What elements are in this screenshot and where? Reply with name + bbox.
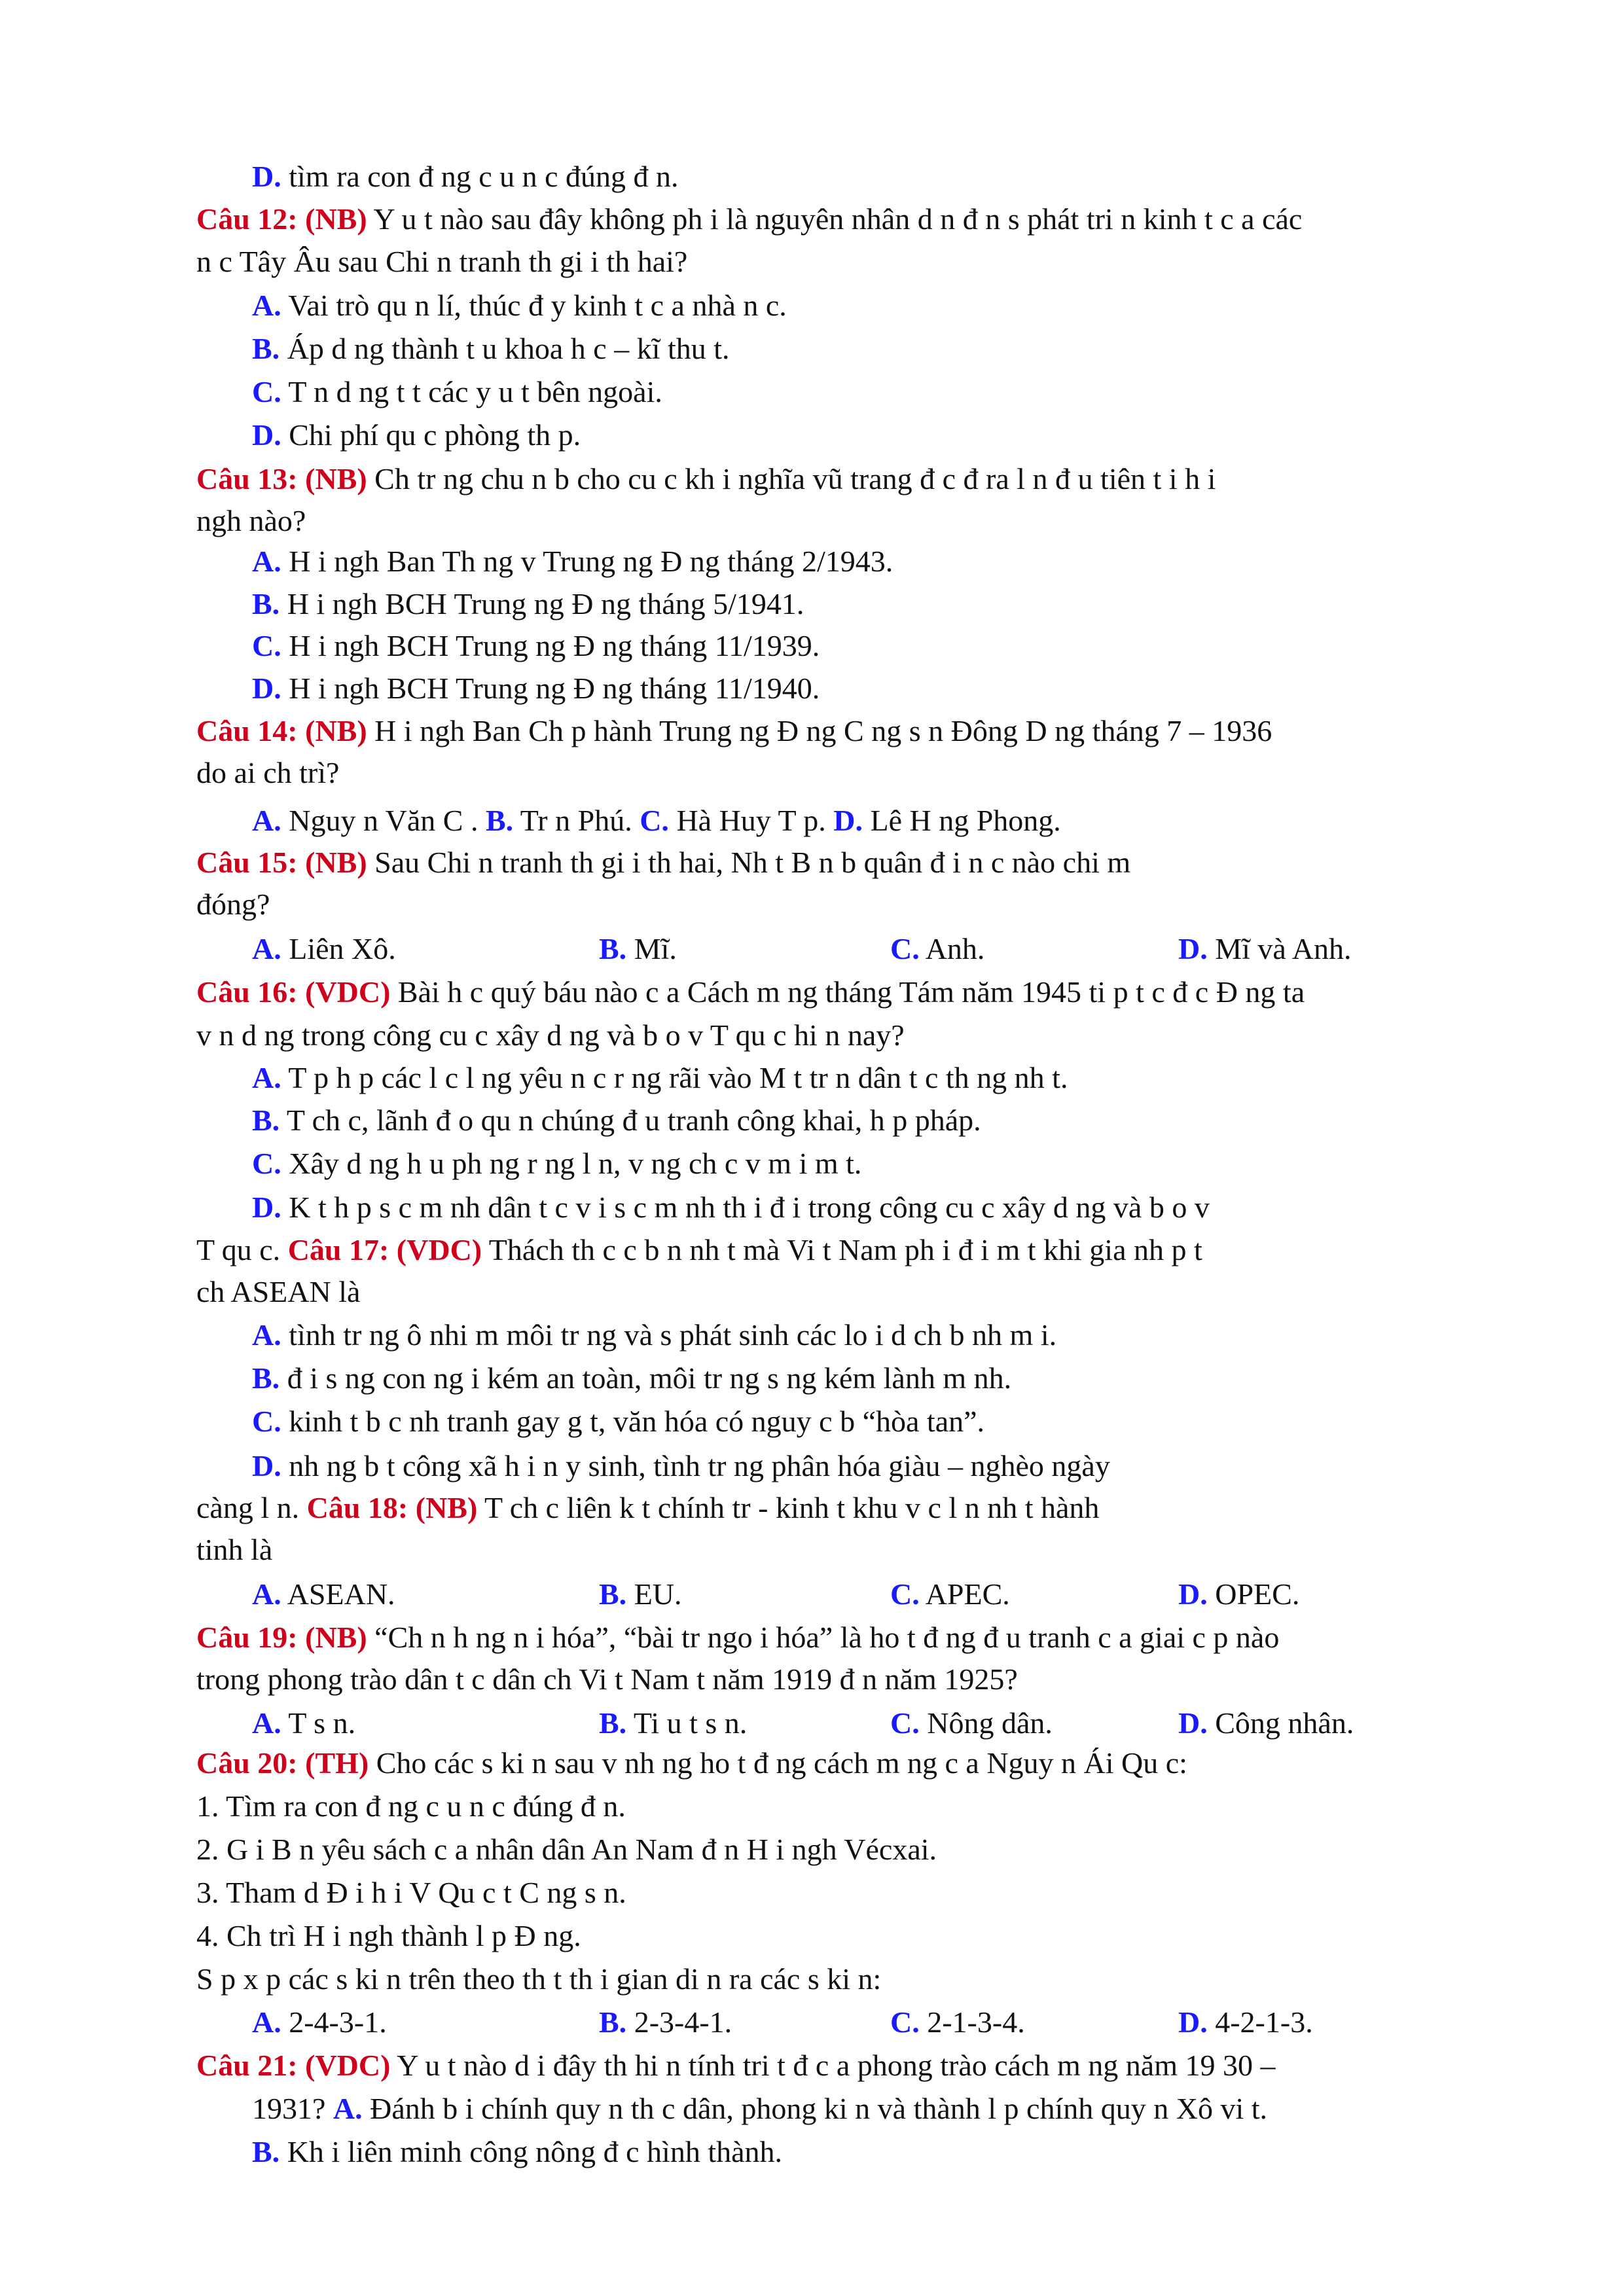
option-text: Mĩ. — [626, 932, 677, 965]
question-continuation — [196, 1016, 1492, 1055]
question-text: T ch c liên k t chính tr - kinh t khu v c l n nh t hành — [477, 1491, 1100, 1524]
option-line — [252, 286, 1548, 325]
option-letter: C. — [640, 804, 669, 837]
option-letter: B. — [252, 332, 280, 365]
option-text: 2-1-3-4. — [919, 2005, 1025, 2039]
option-a — [252, 2003, 599, 2042]
option-letter: D. — [252, 672, 281, 705]
option-text: T p h p các l c l ng yêu n c r ng rãi vào M t tr n dân t c th ng nh t. — [281, 1061, 1068, 1094]
option-letter: A. — [252, 2005, 281, 2039]
question-continuation — [196, 1272, 1492, 1312]
option-letter: D. — [833, 804, 863, 837]
question-text: Ch tr ng chu n b cho cu c kh i nghĩa vũ trang đ c đ ra l n đ u tiên t i h i — [367, 462, 1216, 495]
question-text: ch ASEAN là — [196, 1275, 361, 1308]
question-text: v n d ng trong công cu c xây d ng và b o v T qu c hi n nay? — [196, 1018, 905, 1052]
question-label: Câu 14: (NB) — [196, 714, 367, 747]
question-text: Y u t nào sau đây không ph i là nguyên nhân d n đ n s phát tri n kinh t c a các — [367, 202, 1303, 236]
option-text: Đánh b i chính quy n th c dân, phong ki n và thành l p chính quy n Xô vi t. — [362, 2092, 1268, 2125]
option-letter: A. — [252, 545, 281, 578]
option-letter: C. — [890, 1577, 920, 1611]
option-d — [1178, 929, 1352, 969]
option-b — [599, 1704, 890, 1743]
option-text: Anh. — [919, 932, 985, 965]
option-letter: B. — [599, 932, 627, 965]
option-text: kinh t b c nh tranh gay g t, văn hóa có nguy c b “hòa tan”. — [281, 1405, 985, 1438]
question-label: Câu 15: (NB) — [196, 846, 367, 879]
list-item-text: 2. G i B n yêu sách c a nhân dân An Nam đ n H i ngh Vécxai. — [196, 1833, 937, 1866]
option-line — [252, 1101, 1548, 1140]
question-16 — [196, 973, 1492, 1012]
question-text: n c Tây Âu sau Chi n tranh th gi i th hai? — [196, 245, 688, 278]
option-letter: B. — [252, 1103, 280, 1137]
option-b — [599, 929, 890, 969]
option-letter: A. — [252, 1318, 281, 1352]
question-text: “Ch n h ng n i hóa”, “bài tr ngo i hóa” là ho t đ ng đ u tranh c a giai c p nào — [367, 1621, 1280, 1654]
option-text: Tr n Phú. — [513, 804, 640, 837]
option-line — [252, 584, 1548, 624]
question-text: Y u t nào d i đây th hi n tính tri t đ c a phong trào cách m ng năm 19 30 – — [390, 2049, 1276, 2082]
option-a — [252, 929, 599, 969]
option-line — [252, 1402, 1548, 1441]
option-text: T n d ng t t các y u t bên ngoài. — [281, 375, 662, 408]
question-label: Câu 17: (VDC) — [287, 1233, 482, 1266]
option-text: càng l n. — [196, 1491, 307, 1524]
option-line — [252, 1316, 1548, 1355]
option-letter: A. — [252, 932, 281, 965]
list-item — [196, 1873, 1492, 1912]
option-row — [252, 2003, 1548, 2042]
option-d — [1178, 1575, 1299, 1614]
option-row — [252, 1704, 1548, 1743]
question-text: Thách th c c b n nh t mà Vi t Nam ph i đ i m t khi gia nh p t — [482, 1233, 1202, 1266]
question-18 — [196, 1488, 1492, 1528]
option-line — [252, 542, 1548, 581]
question-continuation — [196, 1660, 1492, 1699]
question-text: H i ngh Ban Ch p hành Trung ng Đ ng C ng s n Đông D ng tháng 7 – 1936 — [367, 714, 1272, 747]
option-a — [252, 1704, 599, 1743]
option-letter: C. — [890, 1706, 920, 1740]
question-19 — [196, 1618, 1492, 1657]
option-letter: A. — [252, 1577, 281, 1611]
option-letter: D. — [252, 1191, 281, 1224]
option-text: 2-3-4-1. — [626, 2005, 732, 2039]
option-letter: D. — [1178, 2005, 1208, 2039]
question-15 — [196, 843, 1492, 882]
question-label: Câu 18: (NB) — [306, 1491, 478, 1524]
question-text: 1931? — [252, 2092, 333, 2125]
option-text: Mĩ và Anh. — [1207, 932, 1352, 965]
option-line — [252, 669, 1548, 708]
option-text: ASEAN. — [281, 1577, 395, 1611]
question-14 — [196, 711, 1492, 751]
option-line — [252, 1446, 1548, 1486]
option-line — [252, 372, 1548, 412]
question-continuation — [196, 753, 1492, 793]
question-label: Câu 12: (NB) — [196, 202, 367, 236]
question-20 — [196, 1744, 1492, 1783]
option-line — [252, 2089, 1548, 2128]
option-line — [252, 2132, 1548, 2172]
option-text: Công nhân. — [1207, 1706, 1354, 1740]
option-text: EU. — [626, 1577, 682, 1611]
option-letter: C. — [890, 2005, 920, 2039]
question-text: ngh nào? — [196, 504, 306, 537]
option-letter: A. — [333, 2092, 363, 2125]
option-line — [252, 157, 1548, 196]
option-text: 4-2-1-3. — [1207, 2005, 1313, 2039]
option-line — [252, 626, 1548, 666]
option-letter: D. — [252, 418, 281, 452]
option-text: Nguy n Văn C . — [281, 804, 486, 837]
option-text: tìm ra con đ ng c u n c đúng đ n. — [281, 160, 679, 193]
option-text: H i ngh BCH Trung ng Đ ng tháng 5/1941. — [280, 587, 804, 620]
question-continuation — [196, 1530, 1492, 1570]
option-c — [890, 929, 1178, 969]
option-letter: D. — [252, 1449, 281, 1482]
option-text: H i ngh BCH Trung ng Đ ng tháng 11/1939. — [281, 629, 820, 662]
option-c — [890, 2003, 1178, 2042]
question-continuation — [196, 885, 1492, 924]
option-letter: A. — [252, 1061, 281, 1094]
option-text: 2-4-3-1. — [281, 2005, 387, 2039]
option-text: K t h p s c m nh dân t c v i s c m nh th i đ i trong công cu c xây d ng và b o v — [281, 1191, 1210, 1224]
option-line — [252, 1359, 1548, 1398]
option-text: T s n. — [281, 1706, 356, 1740]
option-text: T ch c, lãnh đ o qu n chúng đ u tranh công khai, h p pháp. — [280, 1103, 981, 1137]
option-letter: A. — [252, 1706, 281, 1740]
question-continuation — [196, 242, 1492, 281]
option-text: Kh i liên minh công nông đ c hình thành. — [280, 2135, 783, 2168]
option-text: OPEC. — [1207, 1577, 1300, 1611]
option-row — [252, 929, 1548, 969]
list-item-text: 1. Tìm ra con đ ng c u n c đúng đ n. — [196, 1789, 626, 1823]
option-letter: D. — [1178, 1706, 1208, 1740]
option-c — [890, 1704, 1178, 1743]
option-text: nh ng b t công xã h i n y sinh, tình tr ng phân hóa giàu – nghèo ngày — [281, 1449, 1110, 1482]
option-text: Lê H ng Phong. — [862, 804, 1061, 837]
question-text: trong phong trào dân t c dân ch Vi t Nam t năm 1919 đ n năm 1925? — [196, 1662, 1018, 1696]
question-13 — [196, 459, 1492, 499]
option-line — [252, 1058, 1548, 1098]
option-text: Nông dân. — [919, 1706, 1053, 1740]
option-line — [252, 329, 1548, 368]
option-a — [252, 1575, 599, 1614]
option-text: Xây d ng h u ph ng r ng l n, v ng ch c v m i m t. — [281, 1147, 862, 1180]
question-21 — [196, 2046, 1492, 2085]
option-text: H i ngh Ban Th ng v Trung ng Đ ng tháng 2/1943. — [281, 545, 893, 578]
question-label: Câu 19: (NB) — [196, 1621, 367, 1654]
question-text: tinh là — [196, 1533, 273, 1566]
list-item — [196, 1787, 1492, 1826]
option-letter: D. — [252, 160, 281, 193]
option-letter: B. — [599, 2005, 627, 2039]
option-text: T qu c. — [196, 1233, 288, 1266]
question-17 — [196, 1230, 1492, 1270]
option-text: tình tr ng ô nhi m môi tr ng và s phát sinh các lo i d ch b nh m i. — [281, 1318, 1057, 1352]
option-c — [890, 1575, 1178, 1614]
option-letter: A. — [252, 804, 281, 837]
option-text: Chi phí qu c phòng th p. — [281, 418, 581, 452]
option-letter: C. — [890, 932, 920, 965]
option-line — [252, 1188, 1548, 1227]
option-text: Ti u t s n. — [626, 1706, 748, 1740]
option-letter: D. — [1178, 1577, 1208, 1611]
question-text: Bài h c quý báu nào c a Cách m ng tháng Tám năm 1945 ti p t c đ c Đ ng ta — [390, 975, 1305, 1009]
question-text: S p x p các s ki n trên theo th t th i gian di n ra các s ki n: — [196, 1962, 882, 1996]
option-text: đ i s ng con ng i kém an toàn, môi tr ng s ng kém lành m nh. — [280, 1361, 1012, 1395]
option-row — [252, 1575, 1548, 1614]
option-letter: B. — [252, 2135, 280, 2168]
option-letter: C. — [252, 629, 281, 662]
option-text: Áp d ng thành t u khoa h c – kĩ thu t. — [280, 332, 730, 365]
option-letter: B. — [599, 1706, 627, 1740]
question-label: Câu 13: (NB) — [196, 462, 367, 495]
option-letter: B. — [599, 1577, 627, 1611]
option-line — [252, 416, 1548, 455]
option-b — [599, 2003, 890, 2042]
option-text: Hà Huy T p. — [668, 804, 834, 837]
option-letter: C. — [252, 375, 281, 408]
question-continuation — [196, 501, 1492, 541]
list-item-text: 4. Ch trì H i ngh thành l p Đ ng. — [196, 1919, 581, 1952]
option-letter: A. — [252, 289, 281, 322]
option-letter: C. — [252, 1405, 281, 1438]
question-12 — [196, 200, 1492, 239]
option-letter: B. — [252, 587, 280, 620]
option-text: APEC. — [919, 1577, 1010, 1611]
option-d — [1178, 1704, 1354, 1743]
question-label: Câu 16: (VDC) — [196, 975, 391, 1009]
question-label: Câu 20: (TH) — [196, 1746, 369, 1780]
option-text: Liên Xô. — [281, 932, 396, 965]
list-item-text: 3. Tham d Đ i h i V Qu c t C ng s n. — [196, 1876, 626, 1909]
option-d — [1178, 2003, 1313, 2042]
question-text: do ai ch trì? — [196, 756, 340, 789]
option-letter: D. — [1178, 932, 1208, 965]
question-text: Cho các s ki n sau v nh ng ho t đ ng cách m ng c a Nguy n Ái Qu c: — [369, 1746, 1187, 1780]
option-b — [599, 1575, 890, 1614]
option-line-inline — [252, 801, 1548, 840]
option-letter: B. — [485, 804, 514, 837]
option-text: Vai trò qu n lí, thúc đ y kinh t c a nhà n c. — [281, 289, 787, 322]
question-label: Câu 21: (VDC) — [196, 2049, 391, 2082]
option-line — [252, 1144, 1548, 1183]
list-item — [196, 1830, 1492, 1869]
question-text: đóng? — [196, 888, 270, 921]
option-text: H i ngh BCH Trung ng Đ ng tháng 11/1940. — [281, 672, 820, 705]
option-letter: B. — [252, 1361, 280, 1395]
question-instruction — [196, 1960, 1492, 1999]
list-item — [196, 1916, 1492, 1956]
question-text: Sau Chi n tranh th gi i th hai, Nh t B n b quân đ i n c nào chi m — [367, 846, 1131, 879]
option-letter: C. — [252, 1147, 281, 1180]
